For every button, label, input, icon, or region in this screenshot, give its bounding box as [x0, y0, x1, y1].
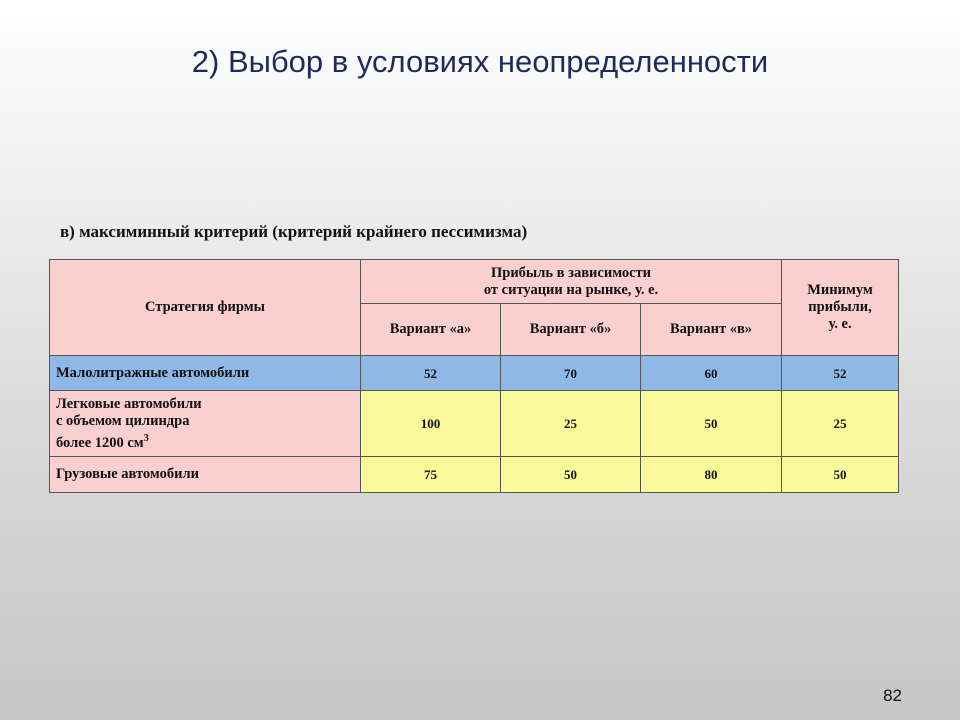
row-label: [50, 391, 361, 457]
value-cell: 100: [361, 391, 501, 457]
value-cell: 25: [501, 391, 641, 457]
profit-header-line: от ситуации на рынке, у. е.: [483, 281, 659, 298]
value-cell: 80: [641, 457, 782, 493]
section-subtitle: в) максиминный критерий (критерий крайнего пессимизма): [60, 222, 528, 241]
value-cell: 75: [361, 457, 501, 493]
min-profit-header: [782, 260, 899, 356]
value-cell: 50: [641, 391, 782, 457]
min-cell: 25: [782, 391, 899, 457]
value-cell: 60: [641, 356, 782, 391]
table-row-small-cars: [50, 356, 899, 391]
row-label-line: Легковые автомобили: [56, 395, 202, 412]
value-cell: 70: [501, 356, 641, 391]
variant-header-c: Вариант «в»: [641, 304, 782, 356]
min-cell: 52: [782, 356, 899, 391]
strategy-header: Стратегия фирмы: [50, 260, 361, 356]
value-cell: 52: [361, 356, 501, 391]
page-number: 82: [883, 686, 902, 705]
decision-matrix-table: [49, 259, 899, 493]
profit-header-line: Прибыль в зависимости: [490, 264, 652, 281]
table-row-passenger-cars: [50, 391, 899, 457]
row-label-line: более 1200 см: [56, 434, 144, 451]
row-label-line: с объемом цилиндра: [56, 412, 190, 429]
min-header-line: прибыли,: [808, 299, 872, 315]
slide-title: 2) Выбор в условиях неопределенности: [191, 44, 769, 79]
variant-header-b: Вариант «б»: [501, 304, 641, 356]
variant-header-a: Вариант «а»: [361, 304, 501, 356]
min-header-line: Минимум: [807, 282, 873, 298]
min-cell: 50: [782, 457, 899, 493]
table-row-trucks: [50, 457, 899, 493]
profit-header: [361, 260, 782, 304]
row-label: Грузовые автомобили: [50, 457, 361, 493]
row-label: Малолитражные автомобили: [50, 356, 361, 391]
value-cell: 50: [501, 457, 641, 493]
superscript: 3: [143, 432, 149, 444]
min-header-line: у. е.: [828, 316, 852, 332]
